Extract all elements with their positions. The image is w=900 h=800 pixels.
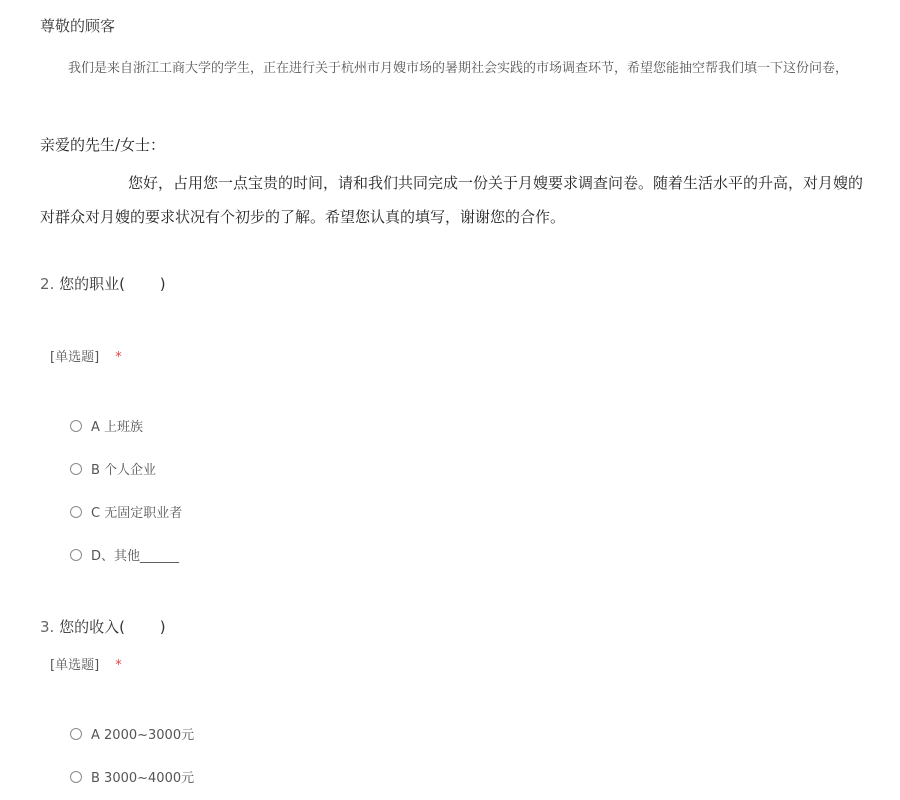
question-number: 3. xyxy=(40,618,55,636)
option-row[interactable] xyxy=(70,545,179,564)
intro-text: 我们是来自浙江工商大学的学生，正在进行关于杭州市月嫂市场的暑期社会实践的市场调查环节，希望您能抽空帮我们填一下这份问卷， xyxy=(68,61,849,76)
radio-button[interactable] xyxy=(70,549,82,561)
required-mark: * xyxy=(115,350,122,365)
question-title xyxy=(40,273,166,294)
greeting-heading: 尊敬的顾客 xyxy=(40,17,116,35)
option-row[interactable] xyxy=(70,416,143,435)
question-type xyxy=(50,346,122,365)
option-label: B 个人企业 xyxy=(91,463,157,478)
option-label: A 2000~3000元 xyxy=(91,728,195,743)
option-row[interactable] xyxy=(70,459,156,478)
option-label: B 3000~4000元 xyxy=(91,771,195,786)
radio-button[interactable] xyxy=(70,506,82,518)
radio-button[interactable] xyxy=(70,420,82,432)
option-row[interactable] xyxy=(70,502,182,521)
letter-body-line-2: 对群众对月嫂的要求状况有个初步的了解。希望您认真的填写，谢谢您的合作。 xyxy=(40,208,566,226)
radio-button[interactable] xyxy=(70,771,82,783)
option-label: D、其他______ xyxy=(91,549,180,564)
question-text: 您的职业( ) xyxy=(59,275,166,293)
required-mark: * xyxy=(115,658,122,673)
letter-body-line-1: 您好，占用您一点宝贵的时间，请和我们共同完成一份关于月嫂要求调查问卷。随着生活水平的升高，对月嫂的 xyxy=(128,174,864,192)
question-number: 2. xyxy=(40,275,55,293)
letter-salutation: 亲爱的先生/女士： xyxy=(40,136,166,154)
question-type-label: [单选题] xyxy=(50,350,100,365)
option-label: C 无固定职业者 xyxy=(91,506,183,521)
question-type-label: [单选题] xyxy=(50,658,100,673)
radio-button[interactable] xyxy=(70,728,82,740)
radio-button[interactable] xyxy=(70,463,82,475)
option-label: A 上班族 xyxy=(91,420,144,435)
option-row[interactable] xyxy=(70,724,194,743)
question-text: 您的收入( ) xyxy=(59,618,166,636)
question-type xyxy=(50,654,122,673)
question-title xyxy=(40,616,166,637)
option-row[interactable] xyxy=(70,767,194,786)
